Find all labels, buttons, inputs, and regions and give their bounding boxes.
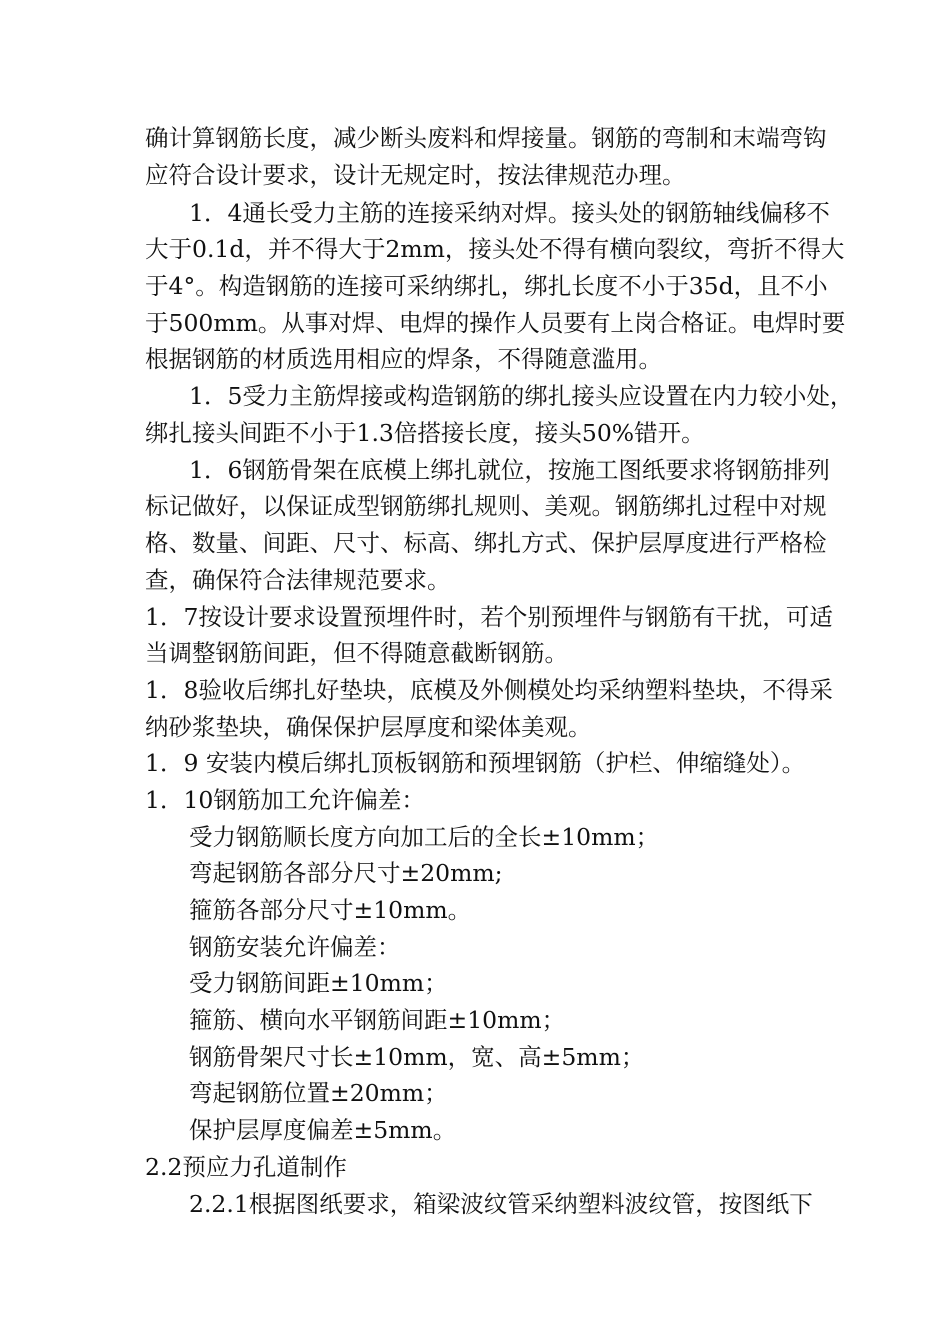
text-line: 于500mm。从事对焊、电焊的操作人员要有上岗合格证。电焊时要 [145, 309, 846, 337]
text-line: 1．5受力主筋焊接或构造钢筋的绑扎接头应设置在内力较小处， [189, 382, 854, 410]
text-line: 箍筋、横向水平钢筋间距±10mm； [189, 1006, 566, 1034]
text-line: 当调整钢筋间距，但不得随意截断钢筋。 [145, 639, 568, 667]
text-line: 查，确保符合法律规范要求。 [145, 566, 451, 594]
text-line: 格、数量、间距、尺寸、标高、绑扎方式、保护层厚度进行严格检 [145, 529, 827, 557]
text-line: 应符合设计要求，设计无规定时，按法律规范办理。 [145, 161, 686, 189]
text-line: 弯起钢筋位置±20mm； [189, 1079, 448, 1107]
text-line: 绑扎接头间距不小于1.3倍搭接长度，接头50%错开。 [145, 419, 705, 447]
text-line: 1．10钢筋加工允许偏差： [145, 786, 425, 814]
text-line: 1．4通长受力主筋的连接采纳对焊。接头处的钢筋轴线偏移不 [189, 199, 830, 227]
text-line: 标记做好，以保证成型钢筋绑扎规则、美观。钢筋绑扎过程中对规 [145, 492, 827, 520]
text-line: 确计算钢筋长度，减少断头废料和焊接量。钢筋的弯制和末端弯钩 [145, 124, 827, 152]
text-line: 受力钢筋顺长度方向加工后的全长±10mm； [189, 823, 660, 851]
text-line: 箍筋各部分尺寸±10mm。 [189, 896, 472, 924]
text-line: 弯起钢筋各部分尺寸±20mm; [189, 859, 503, 887]
section-heading: 2.2预应力孔道制作 [145, 1153, 347, 1181]
text-line: 纳砂浆垫块，确保保护层厚度和梁体美观。 [145, 713, 592, 741]
text-line: 大于0.1d，并不得大于2mm，接头处不得有横向裂纹，弯折不得大 [145, 235, 845, 263]
text-line: 钢筋骨架尺寸长±10mm，宽、高±5mm； [189, 1043, 645, 1071]
text-line: 根据钢筋的材质选用相应的焊条，不得随意滥用。 [145, 345, 662, 373]
text-line: 受力钢筋间距±10mm； [189, 969, 448, 997]
text-line: 1．6钢筋骨架在底模上绑扎就位，按施工图纸要求将钢筋排列 [189, 456, 830, 484]
text-line: 保护层厚度偏差±5mm。 [189, 1116, 457, 1144]
text-line: 1．8验收后绑扎好垫块，底模及外侧模处均采纳塑料垫块，不得采 [145, 676, 833, 704]
text-line: 1．9 安装内模后绑扎顶板钢筋和预埋钢筋（护栏、伸缩缝处）。 [145, 749, 806, 777]
text-line: 钢筋安装允许偏差： [189, 933, 401, 961]
text-line: 1．7按设计要求设置预埋件时，若个别预埋件与钢筋有干扰，可适 [145, 603, 833, 631]
text-line: 2.2.1根据图纸要求，箱梁波纹管采纳塑料波纹管，按图纸下 [189, 1190, 813, 1218]
text-line: 于4°。构造钢筋的连接可采纳绑扎，绑扎长度不小于35d，且不小 [145, 272, 828, 300]
